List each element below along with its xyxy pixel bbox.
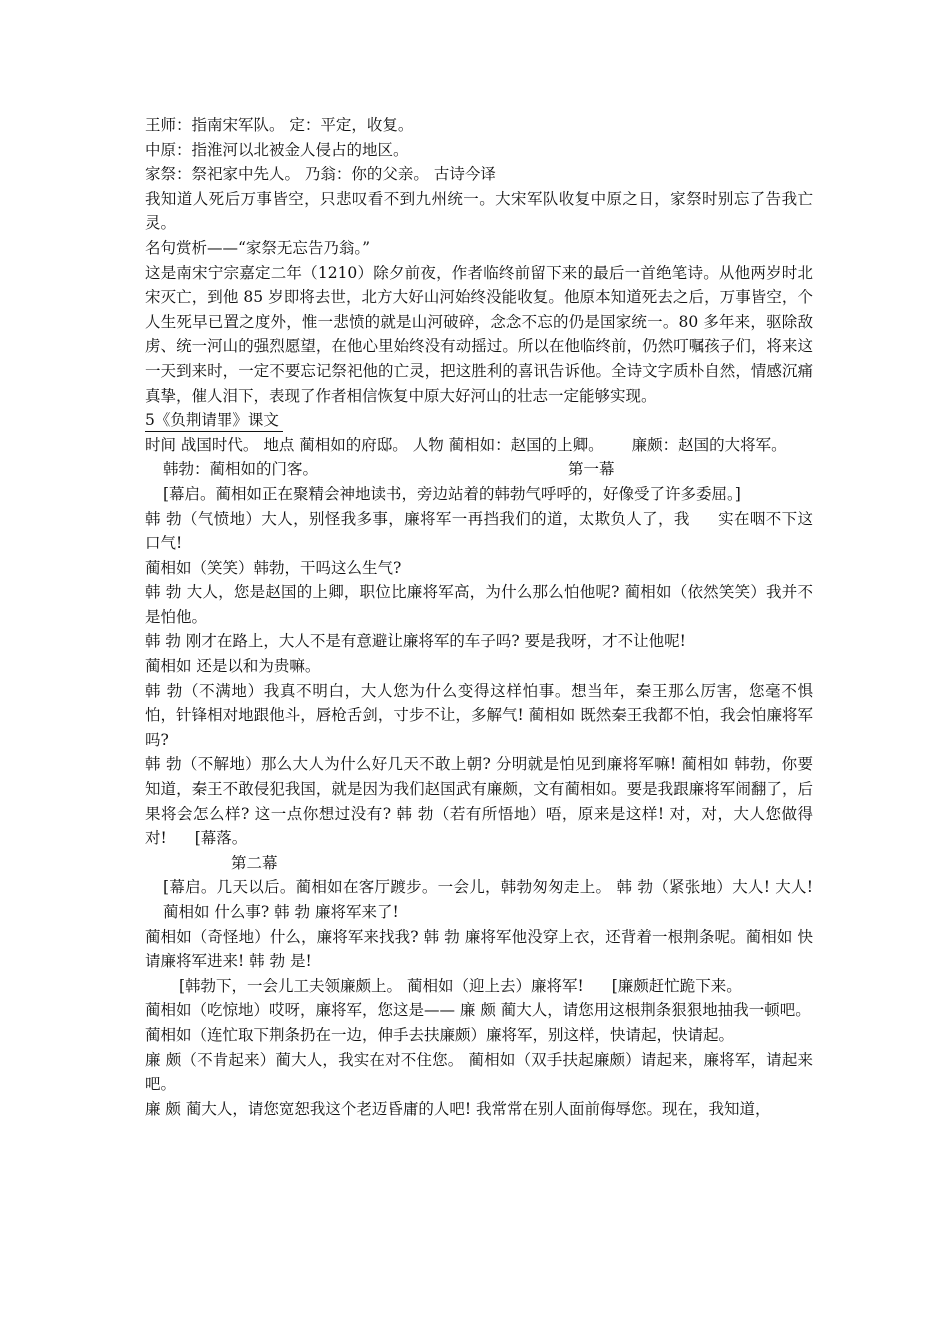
note-jiaji: 家祭：祭祀家中先人。 乃翁：你的父亲。 古诗今译 [145, 165, 496, 184]
dialogue-line: 蔺相如（奇怪地）什么，廉将军来找我? 韩 勃 廉将军他没穿上衣，还背着一根荆条呢。蔺相如 快请廉将军进来! 韩 勃 是! [145, 927, 813, 971]
setting-lianpo: 廉颇：赵国的大将军。 [631, 435, 787, 454]
dialogue-part: [韩勃下，一会儿工夫领廉颇上。 蔺相如（迎上去）廉将军! [179, 976, 584, 995]
dialogue-line: 廉 颇 蔺大人，请您宽恕我这个老迈昏庸的人吧! 我常常在别人面前侮辱您。现在，我知道， [145, 1099, 771, 1118]
translation-paragraph: 我知道人死后万事皆空，只悲叹看不到九州统一。大宋军队收复中原之日，家祭时别忘了告我亡灵。 [145, 189, 813, 233]
famous-line-heading: 名句赏析——“家祭无忘告乃翁。” [145, 238, 371, 257]
dialogue-part: 实在咽不下这口气! [145, 509, 813, 553]
dialogue-line: 韩 勃 大人，您是赵国的上卿，职位比廉将军高，为什么那么怕他呢? 蔺相如（依然笑笑）我并不是怕他。 [145, 583, 813, 626]
dialogue-part: 韩 勃（气愤地）大人，别怪我多事，廉将军一再挡我们的道，太欺负人了，我 [145, 509, 690, 528]
stage-direction-act1: [幕启。蔺相如正在聚精会神地读书，旁边站着的韩勃气呼呼的，好像受了许多委屈。] [163, 484, 741, 503]
appreciation-paragraph: 这是南宋宁宗嘉定二年（1210）除夕前夜，作者临终前留下来的最后一首绝笔诗。从他两岁时北宋灭亡，到他 85 岁即将去世，北方大好山河始终没能收复。他原本知道死去之后，万事皆空，个人生死早已置之度外，惟一悲愤的就是山河破碎，念念不忘的仍是国家统一。80 多年来，驱除敌虏、统一河山的强烈愿望，在他心里始终没有动摇过。所以在他临终前，仍然叮嘱孩子们，将来这一天到来时，一定不要忘记祭祀他的亡灵，把这胜利的喜讯告诉他。全诗文字质朴自然，情感沉痛真挚，催人泪下，表现了作者相信恢复中原大好河山的壮志一定能够实现。 [145, 263, 813, 405]
dialogue-line: 韩 勃 刚才在路上，大人不是有意避让廉将军的车子吗? 要是我呀，才不让他呢! [145, 632, 686, 651]
dialogue-part: [廉颇赶忙跪下来。 [611, 976, 742, 995]
lesson-heading-row [145, 408, 813, 433]
character-hanbo: 韩勃：蔺相如的门客。 [163, 460, 319, 479]
dialogue-line: 韩 勃（不满地）我真不明白，大人您为什么变得这样怕事。想当年，秦王那么厉害，您毫不惧怕，针锋相对地跟他斗，唇枪舌剑，寸步不让，多解气! 蔺相如 既然秦王我都不怕，我会怕廉将军吗? [145, 681, 813, 749]
dialogue-line [145, 752, 813, 850]
dialogue-part: 韩 勃（不解地）那么大人为什么好几天不敢上朝? 分明就是怕见到廉将军嘛! 蔺相如 韩勃，你要知道，秦王不敢侵犯我国，就是因为我们赵国武有廉颇，文有蔺相如。要是我跟廉将军闹翻了，后果将会怎么样? 这一点你想过没有? 韩 勃（若有所悟地）唔，原来是这样! 对，对，大人您做得对! [145, 755, 813, 848]
note-zhongyuan: 中原：指淮河以北被金人侵占的地区。 [145, 140, 409, 159]
curtain-falls: [幕落。 [194, 829, 248, 848]
lesson-heading: 5《负荆请罪》课文 [145, 409, 283, 432]
act-one-title: 第一幕 [568, 460, 615, 479]
character-hanbo-line [145, 457, 813, 482]
dialogue-line: 蔺相如 还是以和为贵嘛。 [145, 657, 321, 676]
act-two-title: 第二幕 [231, 853, 278, 872]
dialogue-line [145, 507, 813, 556]
setting-line [145, 433, 813, 458]
dialogue-line: 廉 颇（不肯起来）蔺大人，我实在对不住您。 蔺相如（双手扶起廉颇）请起来，廉将军，请起来吧。 [145, 1050, 813, 1094]
dialogue-line: 蔺相如（笑笑）韩勃，干吗这么生气? [145, 558, 402, 577]
stage-direction-line [145, 974, 813, 999]
dialogue-line: 蔺相如（吃惊地）哎呀，廉将军，您这是—— 廉 颇 蔺大人，请您用这根荆条狠狠地抽我一顿吧。 [145, 1001, 811, 1020]
stage-direction-act2: [幕启。几天以后。蔺相如在客厅踱步。一会儿，韩勃匆匆走上。 韩 勃（紧张地）大人! 大人! 蔺相如 什么事? 韩 勃 廉将军来了! [163, 878, 813, 921]
note-wangshi: 王师：指南宋军队。 定：平定，收复。 [145, 116, 414, 134]
document-body [145, 113, 813, 1121]
setting-time-place: 时间 战国时代。 地点 蔺相如的府邸。 人物 蔺相如：赵国的上卿。 [145, 435, 604, 454]
dialogue-line: 蔺相如（连忙取下荆条扔在一边，伸手去扶廉颇）廉将军，别这样，快请起，快请起。 [145, 1025, 735, 1044]
